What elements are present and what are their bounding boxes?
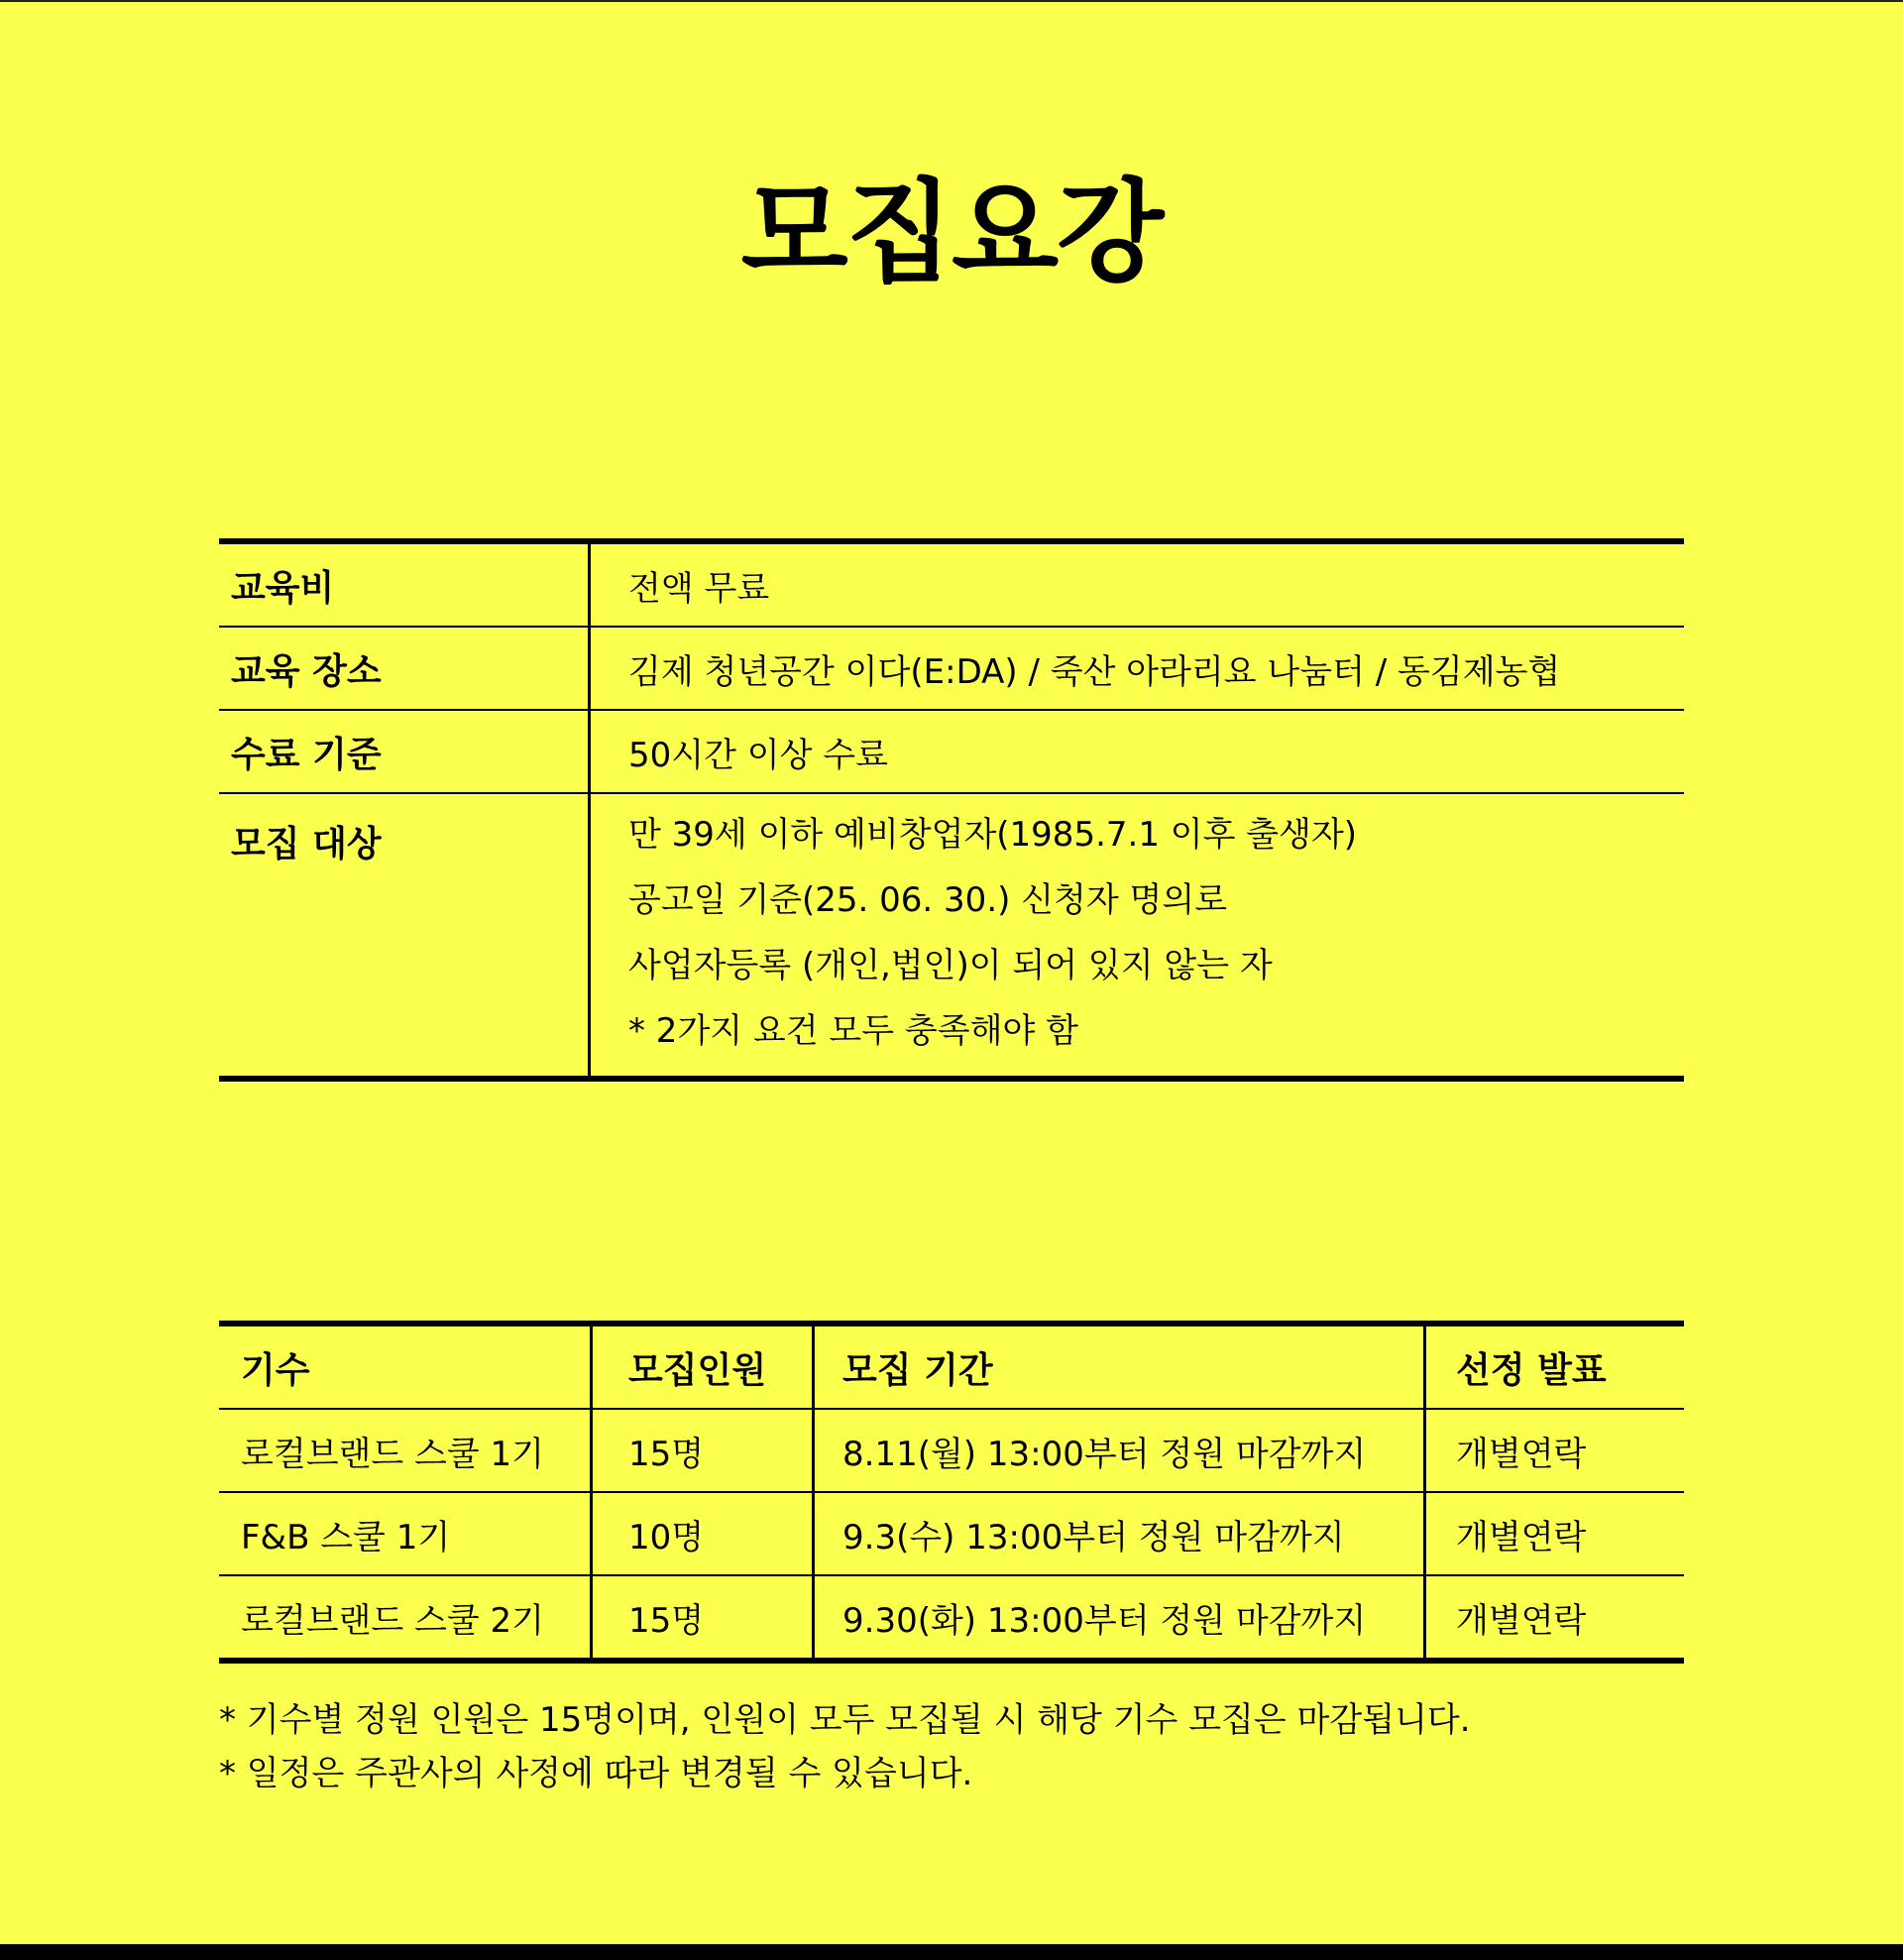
info-row-target: [219, 794, 1684, 1076]
header-cell: 기수: [219, 1326, 593, 1408]
table-cell: 15명: [593, 1576, 815, 1658]
table-row: [219, 1410, 1684, 1493]
header-cell: 선정 발표: [1456, 1349, 1607, 1391]
info-label: 모집 대상: [219, 794, 591, 1076]
info-label: 교육 장소: [219, 628, 591, 709]
info-row-location: [219, 628, 1684, 711]
info-row-fee: [219, 544, 1684, 628]
table-cell: 개별연락: [1456, 1517, 1587, 1557]
table-cell: 9.3(수) 13:00부터 정원 마감까지: [815, 1493, 1426, 1574]
table-cell: 15명: [593, 1410, 815, 1491]
footnote: * 일정은 주관사의 사정에 따라 변경될 수 있습니다.: [219, 1754, 973, 1793]
top-border: [0, 0, 1903, 2]
table-cell: 로컬브랜드 스쿨 1기: [219, 1410, 593, 1491]
header-cell: 모집인원: [593, 1326, 815, 1408]
footnotes: [219, 1693, 1471, 1800]
table-cell: F&B 스쿨 1기: [219, 1493, 593, 1574]
info-label: 교육비: [219, 544, 591, 626]
schedule-table: [219, 1321, 1684, 1664]
footnote: * 기수별 정원 인원은 15명이며, 인원이 모두 모집될 시 해당 기수 모집은 마감됩니다.: [219, 1700, 1471, 1740]
info-table: [219, 538, 1684, 1082]
table-cell: 9.30(화) 13:00부터 정원 마감까지: [815, 1576, 1426, 1658]
bottom-border: [0, 1944, 1903, 1960]
table-cell: 개별연락: [1456, 1434, 1587, 1474]
table-cell: 10명: [593, 1493, 815, 1574]
info-row-completion: [219, 711, 1684, 794]
table-row: [219, 1493, 1684, 1576]
target-line: 공고일 기준(25. 06. 30.) 신청자 명의로: [628, 880, 1228, 920]
header-cell: 모집 기간: [815, 1326, 1426, 1408]
table-cell: 8.11(월) 13:00부터 정원 마감까지: [815, 1410, 1426, 1491]
table-row: [219, 1576, 1684, 1658]
table-cell: 개별연락: [1456, 1600, 1587, 1641]
schedule-header-row: [219, 1326, 1684, 1410]
target-line: 사업자등록 (개인,법인)이 되어 있지 않는 자: [628, 946, 1273, 985]
info-value: 50시간 이상 수료: [628, 735, 888, 775]
info-label: 수료 기준: [219, 711, 591, 792]
page-title: 모집요강: [740, 169, 1163, 297]
info-value-target: [591, 794, 1684, 1076]
table-cell: 로컬브랜드 스쿨 2기: [219, 1576, 593, 1658]
target-line: 만 39세 이하 예비창업자(1985.7.1 이후 출생자): [628, 815, 1358, 855]
info-value: 전액 무료: [628, 568, 770, 609]
info-value: 김제 청년공간 이다(E:DA) / 죽산 아라리요 나눔터 / 동김제농협: [628, 651, 1561, 692]
target-line: * 2가지 요건 모두 충족해야 함: [628, 1011, 1078, 1051]
